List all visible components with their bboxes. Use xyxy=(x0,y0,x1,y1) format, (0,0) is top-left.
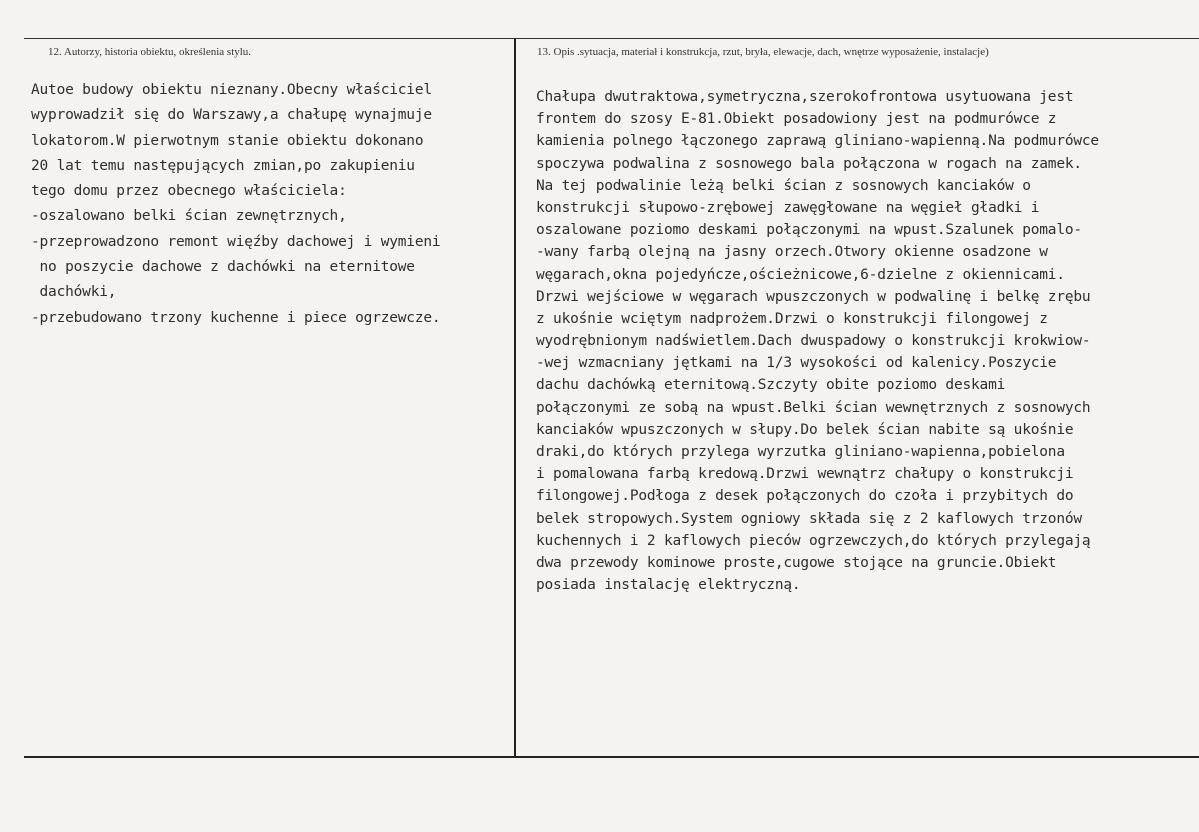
bottom-divider xyxy=(24,756,1199,758)
text-line: wyodrębnionym nadświetlem.Dach dwuspadowy o konstrukcji krokwiow- xyxy=(536,333,1091,350)
text-line: kamienia polnego łączonego zaprawą gliniano-wapienną.Na podmurówce xyxy=(536,133,1099,150)
text-line: lokatorom.W pierwotnym stanie obiektu dokonano xyxy=(31,132,424,149)
text-line: -przeprowadzono remont więźby dachowej i wymieni xyxy=(31,233,441,250)
text-line: węgarach,okna pojedyńcze,ościeżnicowe,6-dzielne z okiennicami. xyxy=(536,266,1065,283)
text-line: frontem do szosy E-81.Obiekt posadowiony jest na podmurówce z xyxy=(536,111,1057,128)
text-line: oszalowane poziomo deskami połączonymi na wpust.Szalunek pomalo- xyxy=(536,222,1082,239)
text-line: spoczywa podwalina z sosnowego bala połączona w rogach na zamek. xyxy=(536,155,1082,172)
top-divider xyxy=(24,38,1199,39)
text-line: z ukośnie wciętym nadprożem.Drzwi o konstrukcji filongowej z xyxy=(536,310,1048,327)
text-line: dachówki, xyxy=(31,284,117,301)
text-line: dachu dachówką eternitową.Szczyty obite poziomo deskami xyxy=(536,377,1006,394)
text-line: Drzwi wejściowe w węgarach wpuszczonych w podwalinę i belkę zrębu xyxy=(536,288,1091,305)
column-divider xyxy=(514,38,516,758)
section-12-heading: 12. Autorzy, historia obiektu, określenia stylu. xyxy=(48,46,252,58)
text-line: i pomalowana farbą kredową.Drzwi wewnątrz chałupy o konstrukcji xyxy=(536,466,1074,483)
text-line: filongowej.Podłoga z desek połączonych do czoła i przybitych do xyxy=(536,488,1074,505)
text-line: Na tej podwalinie leżą belki ścian z sosnowych kanciaków o xyxy=(536,177,1031,194)
text-line: -oszalowano belki ścian zewnętrznych, xyxy=(31,208,347,225)
text-line: konstrukcji słupowo-zrębowej zawęgłowane na węgieł gładki i xyxy=(536,199,1040,216)
text-line: belek stropowych.System ogniowy składa się z 2 kaflowych trzonów xyxy=(536,510,1082,527)
text-line: dwa przewody kominowe proste,cugowe stojące na gruncie.Obiekt xyxy=(536,554,1057,571)
text-line: kuchennych i 2 kaflowych pieców ogrzewczych,do których przylegają xyxy=(536,532,1091,549)
text-line: połączonymi ze sobą na wpust.Belki ścian wewnętrznych z sosnowych xyxy=(536,399,1091,416)
history-text xyxy=(31,79,513,332)
section-13-heading: 13. Opis .sytuacja, materiał i konstrukcja, rzut, bryła, elewacje, dach, wnętrze wyposażenie, instalacje) xyxy=(537,46,989,58)
text-line: tego domu przez obecnego właściciela: xyxy=(31,183,347,200)
text-line: -przebudowano trzony kuchenne i piece ogrzewcze. xyxy=(31,309,441,326)
text-line: kanciaków wpuszczonych w słupy.Do belek ścian nabite są ukośnie xyxy=(536,421,1074,438)
text-line: -wany farbą olejną na jasny orzech.Otwory okienne osadzone w xyxy=(536,244,1048,261)
text-line: 20 lat temu następujących zmian,po zakupieniu xyxy=(31,157,415,174)
text-line: no poszycie dachowe z dachówki na eternitowe xyxy=(31,259,415,276)
text-line: -wej wzmacniany jętkami na 1/3 wysokości od kalenicy.Poszycie xyxy=(536,355,1057,372)
description-text xyxy=(536,86,1196,596)
text-line: Chałupa dwutraktowa,symetryczna,szerokofrontowa usytuowana jest xyxy=(536,89,1074,105)
text-line: posiada instalację elektryczną. xyxy=(536,577,801,594)
text-line: draki,do których przylega wyrzutka gliniano-wapienna,pobielona xyxy=(536,444,1065,460)
text-line: wyprowadził się do Warszawy,a chałupę wynajmuje xyxy=(31,107,432,124)
text-line: Autoe budowy obiektu nieznany.Obecny właściciel xyxy=(31,82,432,98)
